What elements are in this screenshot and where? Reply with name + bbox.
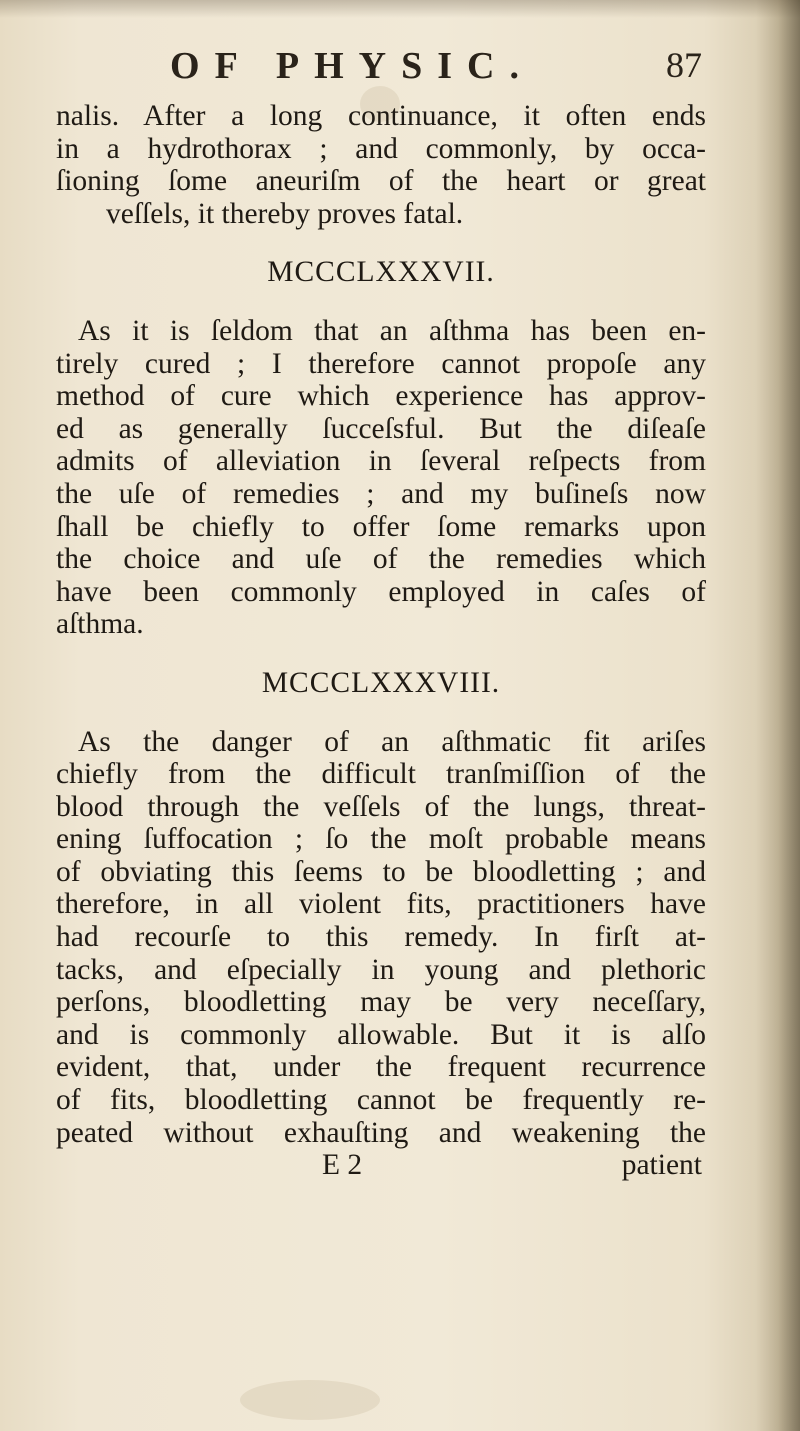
text-line: peated without exhauſting and weakening the bbox=[56, 1116, 706, 1149]
text-line: in a hydrothorax ; and commonly, by occa- bbox=[56, 132, 706, 165]
page-number: 87 bbox=[666, 45, 702, 85]
page-edge-shadow bbox=[756, 0, 800, 1431]
text-line: had recourſe to this remedy. In firſt at- bbox=[56, 921, 706, 954]
running-title: OF PHYSIC. bbox=[170, 45, 534, 87]
running-head bbox=[62, 44, 702, 96]
text-line: have been commonly employed in caſes of bbox=[56, 575, 706, 608]
page-top-shadow bbox=[0, 0, 800, 18]
text-line: perſons, bloodletting may be very neceſſary, bbox=[56, 986, 706, 1019]
text-line: tacks, and eſpecially in young and plethoric bbox=[56, 953, 706, 986]
text-line: As it is ſeldom that an aſthma has been en- bbox=[78, 314, 706, 347]
text-line: therefore, in all violent fits, practitioners have bbox=[56, 888, 706, 921]
page-footer bbox=[56, 1149, 706, 1183]
text-line: chiefly from the difficult tranſmiſſion of the bbox=[56, 758, 706, 791]
text-line: blood through the veſſels of the lungs, threat- bbox=[56, 790, 706, 823]
text-line: ed as generally ſucceſsful. But the diſeaſe bbox=[56, 412, 706, 445]
text-line: nalis. After a long continuance, it often ends bbox=[56, 100, 706, 132]
section-heading: MCCCLXXXVIII. bbox=[261, 666, 501, 699]
text-line: admits of alleviation in ſeveral reſpects from bbox=[56, 445, 706, 478]
body-text bbox=[56, 100, 706, 1183]
paragraph-1387 bbox=[56, 315, 706, 641]
text-line: ſhall be chiefly to offer ſome remarks upon bbox=[56, 510, 706, 543]
text-line: the choice and uſe of the remedies which bbox=[56, 543, 706, 576]
paragraph-1388 bbox=[56, 726, 706, 1150]
text-line: ſioning ſome aneuriſm of the heart or great bbox=[56, 165, 706, 198]
text-line: and is commonly allowable. But it is alſo bbox=[56, 1018, 706, 1051]
section-heading: MCCCLXXXVII. bbox=[267, 256, 495, 289]
catchword: patient bbox=[621, 1149, 702, 1182]
text-line: ening ſuffocation ; ſo the moſt probable means bbox=[56, 823, 706, 856]
paper-stain bbox=[240, 1380, 380, 1420]
text-line: aſthma. bbox=[56, 608, 144, 641]
text-line: of fits, bloodletting cannot be frequently re- bbox=[56, 1084, 706, 1117]
text-line: veſſels, it thereby proves fatal. bbox=[106, 197, 464, 230]
text-line: As the danger of an aſthmatic fit ariſes bbox=[78, 725, 706, 758]
text-line: the uſe of remedies ; and my buſineſs now bbox=[56, 477, 706, 510]
text-line: of obviating this ſeems to be bloodletting ; and bbox=[56, 855, 706, 888]
signature-mark: E 2 bbox=[322, 1149, 363, 1182]
text-line: evident, that, under the frequent recurrence bbox=[56, 1051, 706, 1084]
text-line: tirely cured ; I therefore cannot propoſe any bbox=[56, 347, 706, 380]
paragraph-continuation bbox=[56, 100, 706, 230]
text-line: method of cure which experience has approv- bbox=[56, 380, 706, 413]
